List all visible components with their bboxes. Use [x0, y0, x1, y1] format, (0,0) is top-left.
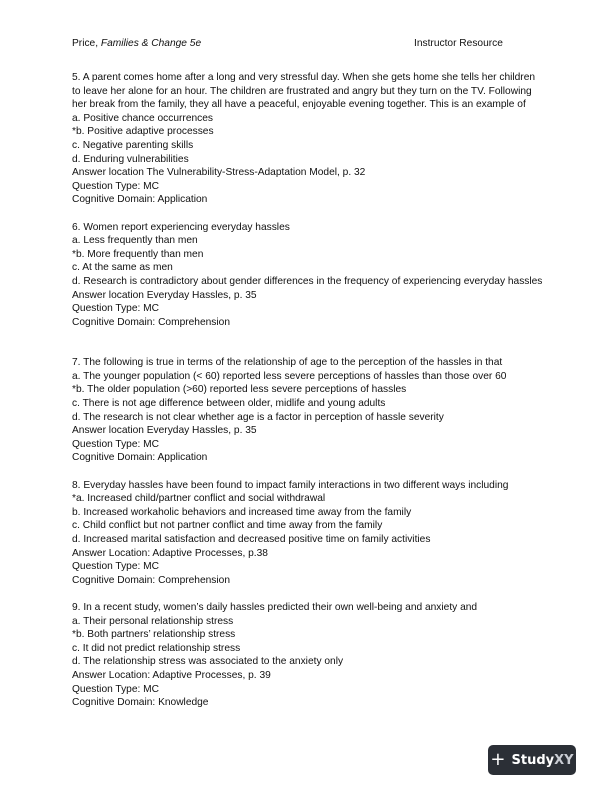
page-header — [72, 38, 504, 52]
studyxy-logo[interactable] — [488, 745, 576, 775]
answer-option: c. Child conflict but not partner conflict and time away from the family — [72, 520, 383, 532]
answer-option: a. Less frequently than men — [72, 235, 198, 247]
question-7 — [72, 356, 542, 465]
answer-option: d. Enduring vulnerabilities — [72, 153, 189, 165]
answer-option: *b. Both partners’ relationship stress — [72, 629, 236, 641]
answer-option: *b. The older population (>60) reported less severe perceptions of hassles — [72, 384, 407, 396]
header-book-title: Price, Families & Change 5e — [72, 38, 202, 49]
answer-option: d. The research is not clear whether age is a factor in perception of hassle severity — [72, 411, 444, 423]
question-type: Question Type: MC — [72, 438, 160, 450]
answer-option: c. There is not age difference between older, midlife and young adults — [72, 398, 386, 410]
question-stem-line: 9. In a recent study, women’s daily hassles predicted their own well-being and anxiety and — [72, 601, 478, 613]
answer-option: c. It did not predict relationship stress — [72, 642, 241, 654]
question-type: Question Type: MC — [72, 180, 160, 192]
header-resource-label: Instructor Resource — [414, 38, 503, 49]
question-8 — [72, 479, 542, 588]
answer-option: d. Increased marital satisfaction and decreased positive time on family activities — [72, 534, 431, 545]
answer-option: c. At the same as men — [72, 262, 173, 274]
question-type: Question Type: MC — [72, 561, 160, 573]
answer-location: Answer location Everyday Hassles, p. 35 — [72, 425, 257, 437]
cognitive-domain: Cognitive Domain: Comprehension — [72, 574, 230, 586]
question-stem-line: 7. The following is true in terms of the relationship of age to the perception of the hassles in that — [72, 357, 503, 369]
answer-option: d. The relationship stress was associated to the anxiety only — [72, 656, 344, 668]
question-type: Question Type: MC — [72, 683, 160, 695]
answer-location: Answer location Everyday Hassles, p. 35 — [72, 289, 257, 301]
logo-text: StudyXY — [511, 752, 574, 768]
cognitive-domain: Cognitive Domain: Application — [72, 194, 208, 206]
answer-option: a. The younger population (< 60) reported less severe perceptions of hassles than those over 60 — [72, 370, 507, 382]
plus-icon: + — [490, 749, 506, 770]
question-stem-line: 5. A parent comes home after a long and very stressful day. When she gets home she tells her children — [72, 72, 536, 83]
question-list — [72, 71, 542, 710]
answer-option: a. Positive chance occurrences — [72, 112, 213, 124]
cognitive-domain: Cognitive Domain: Comprehension — [72, 316, 230, 328]
answer-location: Answer Location: Adaptive Processes, p.38 — [72, 547, 268, 559]
answer-option: a. Their personal relationship stress — [72, 615, 234, 627]
question-9 — [72, 601, 542, 710]
question-6 — [72, 221, 542, 330]
question-stem-line: 6. Women report experiencing everyday hassles — [72, 221, 290, 233]
question-stem-line: 8. Everyday hassles have been found to impact family interactions in two different ways including — [72, 479, 509, 491]
question-stem-line: her break from the family, they all have a peaceful, enjoyable evening together. This is an example of — [72, 99, 526, 111]
answer-location: Answer location The Vulnerability-Stress-Adaptation Model, p. 32 — [72, 167, 366, 179]
question-stem-line: to leave her alone for an hour. The children are frustrated and angry but they turn on the TV. Following — [72, 85, 532, 97]
cognitive-domain: Cognitive Domain: Application — [72, 452, 208, 464]
answer-location: Answer Location: Adaptive Processes, p. 39 — [72, 669, 271, 681]
answer-option: b. Increased workaholic behaviors and increased time away from the family — [72, 506, 412, 518]
answer-option: d. Research is contradictory about gender differences in the frequency of experiencing everyday hassles — [72, 275, 543, 287]
answer-option: c. Negative parenting skills — [72, 139, 194, 151]
question-type: Question Type: MC — [72, 303, 160, 315]
answer-option: *b. More frequently than men — [72, 248, 204, 260]
cognitive-domain: Cognitive Domain: Knowledge — [72, 697, 209, 709]
question-5 — [72, 71, 542, 207]
answer-option: *a. Increased child/partner conflict and social withdrawal — [72, 493, 326, 505]
answer-option: *b. Positive adaptive processes — [72, 126, 214, 138]
